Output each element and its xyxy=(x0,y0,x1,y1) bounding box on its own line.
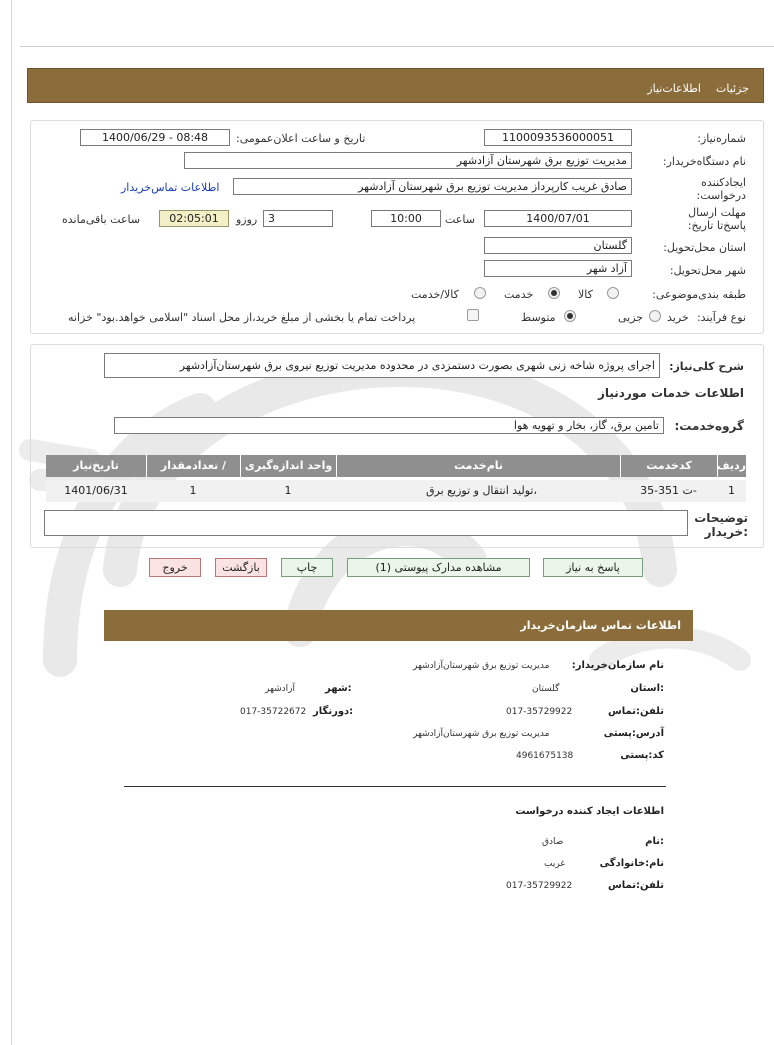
need-number-field: 1100093536000051 xyxy=(484,129,632,146)
services-title: اطلاعات خدمات موردنیاز xyxy=(597,386,744,400)
province-label: استان محل‌تحویل: xyxy=(663,241,746,254)
back-button[interactable]: بازگشت xyxy=(215,558,267,577)
page-header-bar xyxy=(27,68,764,103)
contact-org-label: نام سازمان‌خریدار: xyxy=(571,660,664,671)
reply-button[interactable]: پاسخ به نیاز xyxy=(543,558,643,577)
contact-city-value: آزادشهر xyxy=(265,684,296,694)
treasury-payment-checkbox[interactable] xyxy=(467,309,479,321)
summary-field: اجرای پروژه شاخه زنی شهری بصورت دستمزدی در محدوده مدیریت توزیع نیروی برق شهرستان‌آزادشهر xyxy=(104,353,660,378)
cell-date: 1401/06/31 xyxy=(64,484,128,497)
category-label: طبقه بندی‌موضوعی: xyxy=(652,288,746,301)
creator-name-label: :نام xyxy=(645,836,664,847)
col-row-header: ردیف xyxy=(717,455,746,477)
contact-title: اطلاعات تماس سازمان‌خریدار xyxy=(520,619,681,632)
contact-divider xyxy=(124,786,666,787)
contact-phone-label: تلفن:تماس xyxy=(607,706,664,717)
process-radio-medium[interactable] xyxy=(564,310,576,322)
service-group-field: تامین برق، گاز، بخار و تهویه هوا xyxy=(114,417,664,434)
process-prefix: خرید xyxy=(667,311,689,324)
process-radio-minor[interactable] xyxy=(649,310,661,322)
creator-label: ایجادکننده درخواست: xyxy=(696,176,746,202)
contact-postal-label: کد:پستی xyxy=(620,750,664,761)
col-unit-header: واحد اندازه‌گیری xyxy=(240,455,336,477)
cell-row: 1 xyxy=(728,484,735,497)
page-left-border xyxy=(11,0,12,1045)
creator-name-value: صادق xyxy=(542,837,564,847)
creator-info-title: اطلاعات ایجاد کننده درخواست xyxy=(515,806,664,817)
buyer-notes-label: توضیحات :خریدار xyxy=(694,511,748,539)
category-option-goods-service: کالا/خدمت xyxy=(411,288,459,301)
deadline-date-field: 1400/07/01 xyxy=(484,210,632,227)
need-number-label: شماره‌نیاز: xyxy=(697,132,746,145)
process-label: نوع فرآیند: xyxy=(696,311,746,324)
contact-fax-value: 017-35722672 xyxy=(240,707,307,717)
remaining-time-field: 02:05:01 xyxy=(159,210,229,227)
creator-phone-label: تلفن:تماس xyxy=(607,880,664,891)
col-date-header: تاریخ‌نیاز xyxy=(46,455,146,477)
col-code-header: کدخدمت xyxy=(620,455,717,477)
deadline-label: مهلت ارسال پاسخ‌تا تاریخ: xyxy=(687,206,746,232)
contact-org-value: مدیریت توزیع برق شهرستان‌آزادشهر xyxy=(413,661,550,671)
buyer-org-label: نام دستگاه‌خریدار: xyxy=(662,155,746,168)
attachments-button[interactable]: مشاهده مدارک پیوستی (1) xyxy=(347,558,530,577)
contact-fax-label: :دورنگار xyxy=(313,706,354,717)
contact-province-label: :استان xyxy=(630,683,664,694)
print-button[interactable]: چاپ xyxy=(281,558,333,577)
contact-address-value: مدیریت توزیع برق شهرستان‌آزادشهر xyxy=(413,729,550,739)
cell-name: ،تولید انتقال و توزیع برق xyxy=(426,484,538,497)
col-name-header: نام‌خدمت xyxy=(336,455,620,477)
process-option-medium: متوسط xyxy=(521,311,556,324)
announce-date-label: تاریخ و ساعت اعلان‌عمومی: xyxy=(236,132,366,145)
process-option-minor: جزیی xyxy=(618,311,644,324)
contact-province-value: گلستان xyxy=(532,684,560,694)
category-radio-goods-service[interactable] xyxy=(474,287,486,299)
creator-field: صادق غریب کارپرداز مدیریت توزیع برق شهرستان آزادشهر xyxy=(233,178,632,195)
days-label: روزو xyxy=(236,213,258,226)
top-divider xyxy=(20,46,774,47)
contact-phone-value: 017-35729922 xyxy=(506,707,573,717)
city-field: آزاد شهر xyxy=(484,260,632,277)
cell-code: ت 351-35- xyxy=(640,484,697,497)
cell-quantity: 1 xyxy=(189,484,197,497)
tab-details[interactable]: جزئیات xyxy=(716,82,749,95)
buyer-org-field: مدیریت توزیع برق شهرستان آزادشهر xyxy=(184,152,632,169)
buyer-contact-link[interactable]: اطلاعات تماس‌خریدار xyxy=(121,181,220,194)
category-radio-goods[interactable] xyxy=(607,287,619,299)
city-label: شهر محل‌تحویل: xyxy=(669,264,746,277)
deadline-time-field: 10:00 xyxy=(371,210,441,227)
province-field: گلستان xyxy=(484,237,632,254)
cell-unit: 1 xyxy=(284,484,292,497)
category-radio-service[interactable] xyxy=(548,287,560,299)
exit-button[interactable]: خروج xyxy=(149,558,201,577)
creator-family-value: غریب xyxy=(544,859,566,869)
treasury-payment-note: پرداخت تمام یا بخشی از مبلغ خرید،از محل اسناد "اسلامی خواهد.بود" خزانه xyxy=(68,311,416,324)
buyer-notes-field xyxy=(44,510,688,536)
contact-postal-value: 4961675138 xyxy=(516,751,574,761)
creator-phone-value: 017-35729922 xyxy=(506,881,573,891)
col-quantity-header: / تعدادمقدار xyxy=(146,455,240,477)
remaining-time-label: ساعت باقی‌مانده xyxy=(62,213,141,226)
tab-need-info[interactable]: اطلاعات‌نیاز xyxy=(647,82,701,95)
contact-header-bar xyxy=(104,610,693,641)
category-option-service: خدمت xyxy=(504,288,534,301)
service-group-label: گروه‌خدمت: xyxy=(674,419,744,433)
contact-city-label: :شهر xyxy=(325,683,352,694)
days-field: 3 xyxy=(263,210,333,227)
deadline-time-label: ساعت xyxy=(445,213,475,226)
announce-date-field: 1400/06/29 - 08:48 xyxy=(80,129,230,146)
contact-address-label: آدرس:پستی xyxy=(603,728,664,739)
category-option-goods: کالا xyxy=(578,288,593,301)
summary-label: شرح کلی‌نیاز: xyxy=(669,360,744,373)
creator-family-label: نام:خانوادگی xyxy=(599,858,664,869)
